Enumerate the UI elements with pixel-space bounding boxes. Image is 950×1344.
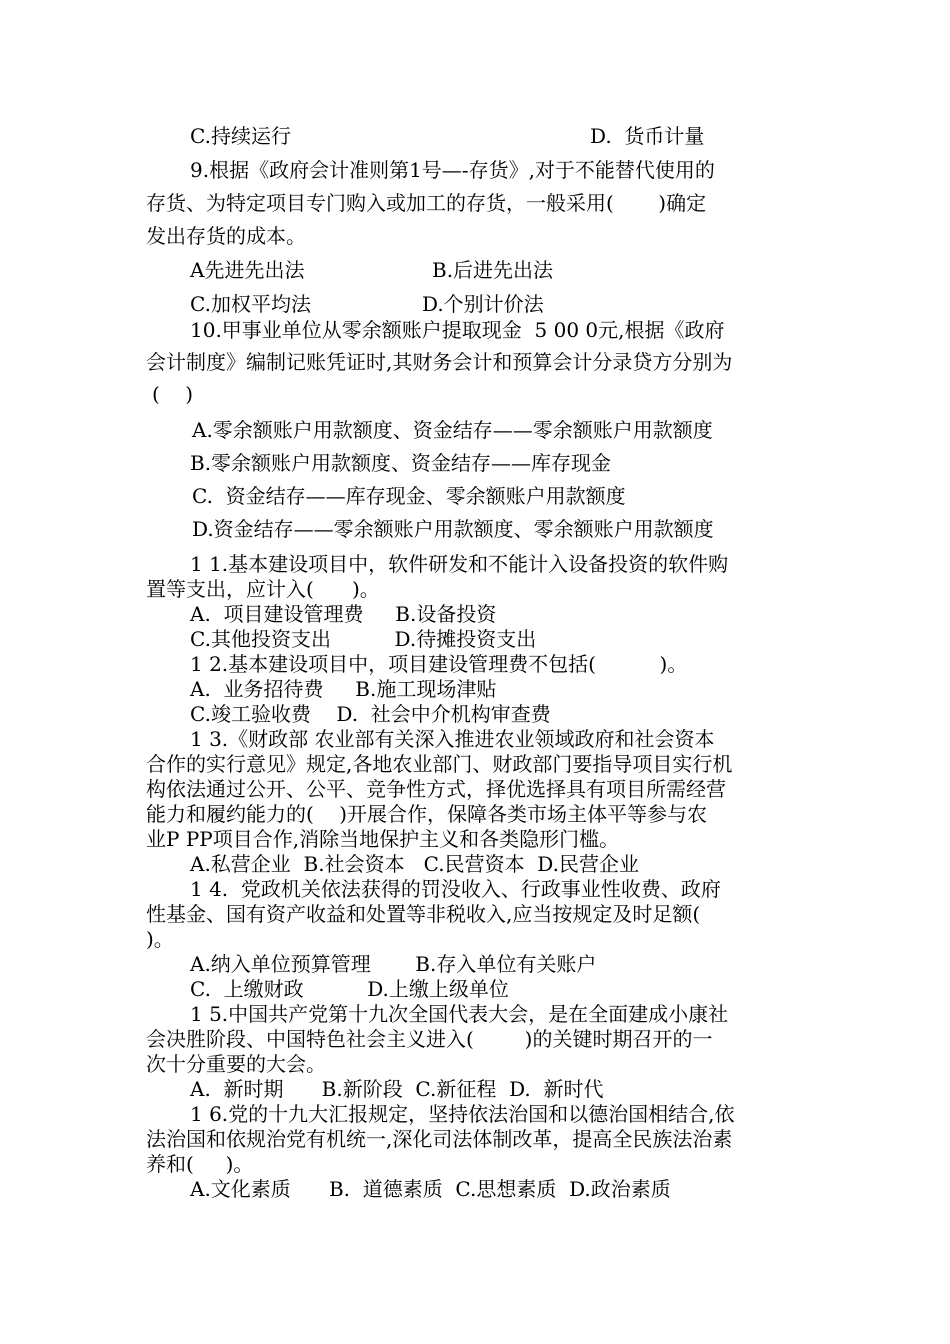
q11-options-cd: C.其他投资支出 D.待摊投资支出	[190, 627, 537, 651]
q10-stem-line2: 会计制度》编制记账凭证时,其财务会计和预算会计分录贷方分别为	[146, 350, 733, 374]
q9-option-b: B.后进先出法	[432, 258, 554, 282]
q13-stem-line2: 合作的实行意见》规定,各地农业部门、财政部门要指导项目实行机	[146, 752, 733, 776]
q12-options-cd: C.竣工验收费 D. 社会中介机构审查费	[190, 702, 551, 726]
q12-stem: 1 2.基本建设项目中，项目建设管理费不包括( )。	[190, 652, 688, 676]
q10-option-a: A.零余额账户用款额度、资金结存——零余额账户用款额度	[192, 418, 713, 442]
q16-stem-line3: 养和( )。	[146, 1152, 254, 1176]
q9-option-d: D.个别计价法	[422, 292, 544, 316]
q13-stem-line4: 能力和履约能力的( )开展合作，保障各类市场主体平等参与农	[146, 802, 708, 826]
q14-stem-line2: 性基金、国有资产收益和处置等非税收入,应当按规定及时足额(	[146, 902, 701, 926]
q15-options: A. 新时期 B.新阶段 C.新征程 D. 新时代	[190, 1077, 604, 1101]
q13-options: A.私营企业 B.社会资本 C.民营资本 D.民营企业	[190, 852, 639, 876]
q11-stem-line2: 置等支出，应计入( )。	[146, 577, 380, 601]
q9-stem-line3: 发出存货的成本。	[146, 224, 306, 248]
q10-stem-line3: ( )	[152, 382, 194, 406]
q9-stem-line1: 9.根据《政府会计准则第1号—-存货》,对于不能替代使用的	[190, 158, 715, 182]
q16-options: A.文化素质 B. 道德素质 C.思想素质 D.政治素质	[190, 1177, 671, 1201]
q13-stem-line1: 1 3.《财政部 农业部有关深入推进农业领域政府和社会资本	[190, 727, 715, 751]
q9-stem-line2: 存货、为特定项目专门购入或加工的存货，一般采用( )确定	[146, 191, 707, 215]
q13-stem-line5: 业P PP项目合作,消除当地保护主义和各类隐形门槛。	[146, 827, 620, 851]
q10-option-c: C. 资金结存——库存现金、零余额账户用款额度	[192, 484, 626, 508]
q11-stem-line1: 1 1.基本建设项目中，软件研发和不能计入设备投资的软件购	[190, 552, 729, 576]
q10-option-d: D.资金结存——零余额账户用款额度、零余额账户用款额度	[192, 517, 714, 541]
q15-stem-line3: 次十分重要的大会。	[146, 1052, 326, 1076]
q10-option-b: B.零余额账户用款额度、资金结存——库存现金	[190, 451, 612, 475]
q15-stem-line2: 会决胜阶段、中国特色社会主义进入( )的关键时期召开的一	[146, 1027, 713, 1051]
q8-option-c: C.持续运行	[190, 124, 291, 148]
q14-options-ab: A.纳入单位预算管理 B.存入单位有关账户	[190, 952, 597, 976]
q8-option-d: D. 货币计量	[590, 124, 705, 148]
q14-options-cd: C. 上缴财政 D.上缴上级单位	[190, 977, 509, 1001]
q11-options-ab: A. 项目建设管理费 B.设备投资	[190, 602, 497, 626]
q9-option-a: A先进先出法	[190, 258, 305, 282]
q15-stem-line1: 1 5.中国共产党第十九次全国代表大会，是在全面建成小康社	[190, 1002, 729, 1026]
q14-stem-line1: 1 4. 党政机关依法获得的罚没收入、行政事业性收费、政府	[190, 877, 721, 901]
q13-stem-line3: 构依法通过公开、公平、竞争性方式，择优选择具有项目所需经营	[146, 777, 726, 801]
q16-stem-line2: 法治国和依规治党有机统一,深化司法体制改革，提高全民族法治素	[146, 1127, 733, 1151]
q14-stem-line3: )。	[146, 927, 174, 951]
q16-stem-line1: 1 6.党的十九大汇报规定，坚持依法治国和以德治国相结合,依	[190, 1102, 735, 1126]
q9-option-c: C.加权平均法	[190, 292, 311, 316]
q10-stem-line1: 10.甲事业单位从零余额账户提取现金 5 00 0元,根据《政府	[190, 318, 725, 342]
q12-options-ab: A. 业务招待费 B.施工现场津贴	[190, 677, 497, 701]
